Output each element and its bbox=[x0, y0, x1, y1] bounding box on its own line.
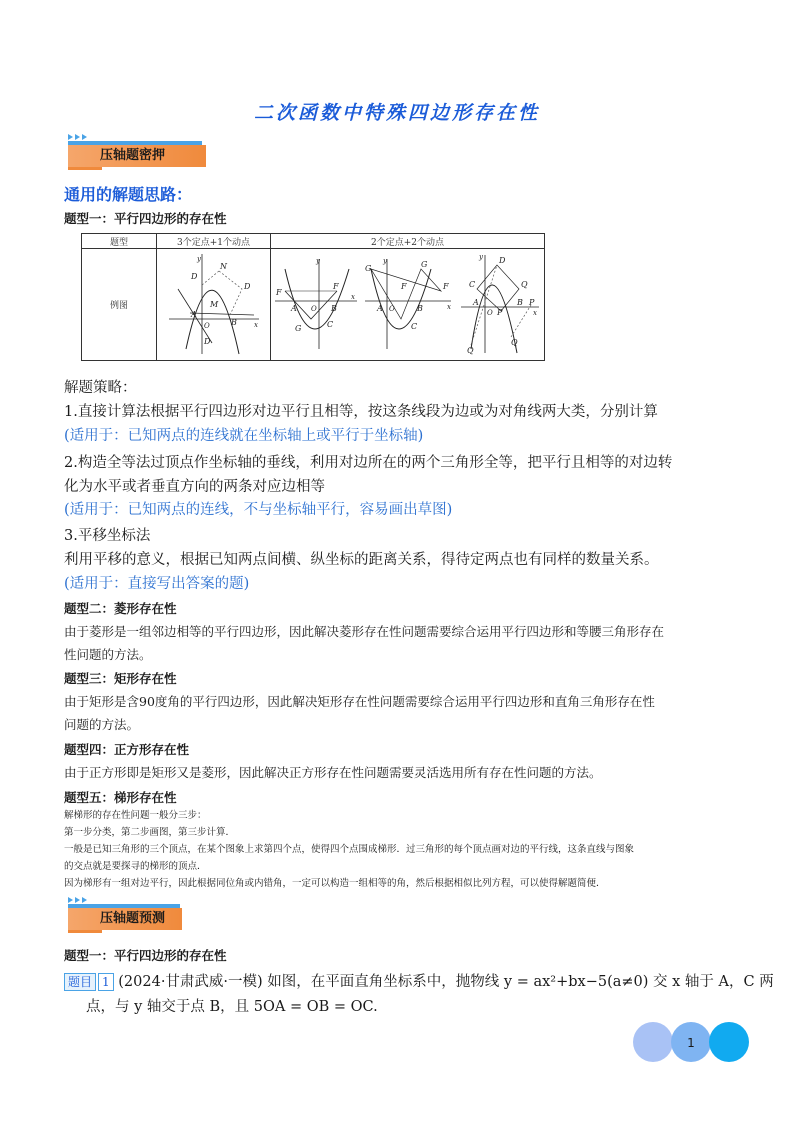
figures-2-4-graph bbox=[271, 249, 541, 357]
fig4-label: P bbox=[497, 308, 503, 317]
type4-line1: 由于正方形即是矩形又是菱形，因此解决正方形存在性问题需要灵活选用所有存在性问题的方法。 bbox=[64, 765, 602, 780]
type5-line1: 解梯形的存在性问题一般分三步： bbox=[64, 810, 207, 821]
type2-heading: 题型二：菱形存在性 bbox=[64, 601, 177, 616]
fig3-label: x bbox=[447, 303, 451, 311]
arrow-icon bbox=[75, 897, 80, 903]
fig3-label: C bbox=[411, 322, 418, 331]
fig2-label: A bbox=[291, 304, 297, 313]
fig3-label: A bbox=[377, 304, 383, 313]
arrow-icon bbox=[68, 134, 73, 140]
fig1-label: y bbox=[196, 255, 201, 263]
strategy-3: 3.平移坐标法 bbox=[64, 528, 151, 544]
page-number: 1 bbox=[687, 1036, 695, 1050]
fig4-label: y bbox=[479, 253, 483, 261]
fig3-label: G bbox=[421, 260, 428, 269]
general-heading: 通用的解题思路： bbox=[64, 185, 193, 204]
section-banner-yuce bbox=[68, 894, 218, 934]
fig2-label: C bbox=[327, 320, 334, 329]
fig2-label: y bbox=[316, 257, 320, 265]
type5-line4: 的交点就是要探寻的梯形的顶点． bbox=[64, 861, 207, 872]
figure-1-graph bbox=[164, 249, 264, 357]
banner-underline bbox=[68, 167, 102, 170]
type1-heading: 题型一：平行四边形的存在性 bbox=[64, 211, 227, 226]
table-header-2fixed: 2个定点+2个动点 bbox=[271, 234, 545, 249]
strategy-2b: 化为水平或者垂直方向的两条对应边相等 bbox=[64, 479, 325, 495]
fig2-label: F bbox=[333, 282, 339, 291]
page-circle-left bbox=[633, 1022, 673, 1062]
fig4-label: x bbox=[533, 309, 537, 317]
fig4-label: D bbox=[499, 256, 506, 265]
table-cell-fig1 bbox=[157, 249, 271, 361]
fig3-label: F bbox=[401, 282, 407, 291]
fig4-label: B bbox=[517, 298, 523, 307]
fig4-label: Q bbox=[467, 346, 474, 355]
fig3-label: y bbox=[383, 257, 387, 265]
question-number: 1 bbox=[98, 973, 114, 991]
fig4-label: O bbox=[487, 309, 493, 317]
question-text-1: (2024·甘肃武威·一模) 如图，在平面直角坐标系中，抛物线 y = ax²+bx−5(a≠0) 交 x 轴于 A，C 两 bbox=[118, 974, 774, 990]
fig1-label: O bbox=[203, 322, 210, 330]
table-header-type: 题型 bbox=[82, 234, 157, 249]
question-line-1 bbox=[64, 970, 774, 994]
strategy-heading: 解题策略： bbox=[64, 380, 137, 396]
type4-heading: 题型四：正方形存在性 bbox=[64, 742, 190, 757]
figure-4 bbox=[461, 253, 539, 355]
figure-3 bbox=[365, 257, 451, 349]
fig1-label: D bbox=[190, 272, 197, 281]
table-cell-figs-2-4 bbox=[271, 249, 545, 361]
fig3-label: B bbox=[417, 304, 423, 313]
banner-underline bbox=[68, 930, 102, 933]
type2-line2: 性问题的方法。 bbox=[64, 647, 152, 662]
question-text-2: 点，与 y 轴交于点 B，且 5OA = OB = OC. bbox=[86, 999, 378, 1015]
type5-line3: 一般是已知三角形的三个顶点，在某个图象上求第四个点，使得四个点围成梯形．过三角形的每个顶点画对边的平行线，这条直线与图象 bbox=[64, 844, 635, 855]
fig3-label: G bbox=[365, 264, 372, 273]
arrow-icon bbox=[82, 897, 87, 903]
figure-table bbox=[81, 233, 545, 361]
type5-heading: 题型五：梯形存在性 bbox=[64, 790, 177, 805]
figure-2 bbox=[275, 257, 357, 349]
table-row-label: 例图 bbox=[82, 249, 157, 361]
section-banner-mijia bbox=[68, 131, 218, 171]
type5-line2: 第一步分类，第二步画图，第三步计算． bbox=[64, 827, 236, 838]
fig1-label: A bbox=[190, 310, 197, 319]
table-header-3fixed: 3个定点+1个动点 bbox=[157, 234, 271, 249]
arrow-icon bbox=[82, 134, 87, 140]
fig3-label: O bbox=[389, 305, 395, 313]
type3-line2: 问题的方法。 bbox=[64, 717, 140, 732]
fig1-label: B bbox=[230, 318, 237, 327]
type2-line1: 由于菱形是一组邻边相等的平行四边形，因此解决菱形存在性问题需要综合运用平行四边形和等腰三角形存在 bbox=[64, 624, 665, 639]
fig4-label: Q bbox=[511, 338, 518, 347]
fig1-label: M bbox=[209, 300, 218, 309]
arrow-icon bbox=[68, 897, 73, 903]
type3-heading: 题型三：矩形存在性 bbox=[64, 671, 177, 686]
page-circle-right bbox=[709, 1022, 749, 1062]
fig1-label: N bbox=[219, 262, 227, 271]
strategy-3-text: 利用平移的意义，根据已知两点间横、纵坐标的距离关系，得待定两点也有同样的数量关系。 bbox=[64, 552, 659, 568]
banner-label: 压轴题密押 bbox=[68, 145, 206, 167]
strategy-1: 1.直接计算法根据平行四边形对边平行且相等，按这条线段为边或为对角线两大类，分别计算 bbox=[64, 404, 658, 420]
fig1-label: D bbox=[203, 337, 210, 346]
strategy-2-note: (适用于：已知两点的连线，不与坐标轴平行，容易画出草图) bbox=[64, 502, 453, 518]
type3-line1: 由于矩形是含90度角的平行四边形，因此解决矩形存在性问题需要综合运用平行四边形和直角三角形存在性 bbox=[64, 694, 655, 709]
fig4-label: Q bbox=[521, 280, 528, 289]
strategy-2a: 2.构造全等法过顶点作坐标轴的垂线，利用对边所在的两个三角形全等，把平行且相等的对边转 bbox=[64, 455, 673, 471]
question-label: 题目 bbox=[64, 973, 96, 991]
page-number-badge bbox=[671, 1022, 711, 1062]
fig2-label: G bbox=[295, 324, 302, 333]
fig3-label: F bbox=[443, 282, 449, 291]
banner-label: 压轴题预测 bbox=[68, 908, 182, 930]
fig4-label: A bbox=[473, 298, 479, 307]
fig1-label: x bbox=[253, 321, 258, 329]
fig2-label: B bbox=[331, 304, 337, 313]
arrow-icon bbox=[75, 134, 80, 140]
page-title: 二次函数中特殊四边形存在性 bbox=[253, 102, 540, 124]
strategy-3-note: (适用于：直接写出答案的题) bbox=[64, 576, 250, 592]
predict-heading: 题型一：平行四边形的存在性 bbox=[64, 948, 227, 963]
fig2-label: F bbox=[276, 288, 282, 297]
fig2-label: x bbox=[351, 293, 355, 301]
fig4-label: P bbox=[529, 298, 535, 307]
fig1-label: D bbox=[243, 282, 250, 291]
fig4-label: C bbox=[469, 280, 476, 289]
type5-line5: 因为梯形有一组对边平行，因此根据同位角或内错角，一定可以构造一组相等的角，然后根据相似比列方程，可以使得解题简便． bbox=[64, 878, 606, 889]
strategy-1-note: (适用于：已知两点的连线就在坐标轴上或平行于坐标轴) bbox=[64, 428, 424, 444]
fig2-label: O bbox=[311, 305, 317, 313]
